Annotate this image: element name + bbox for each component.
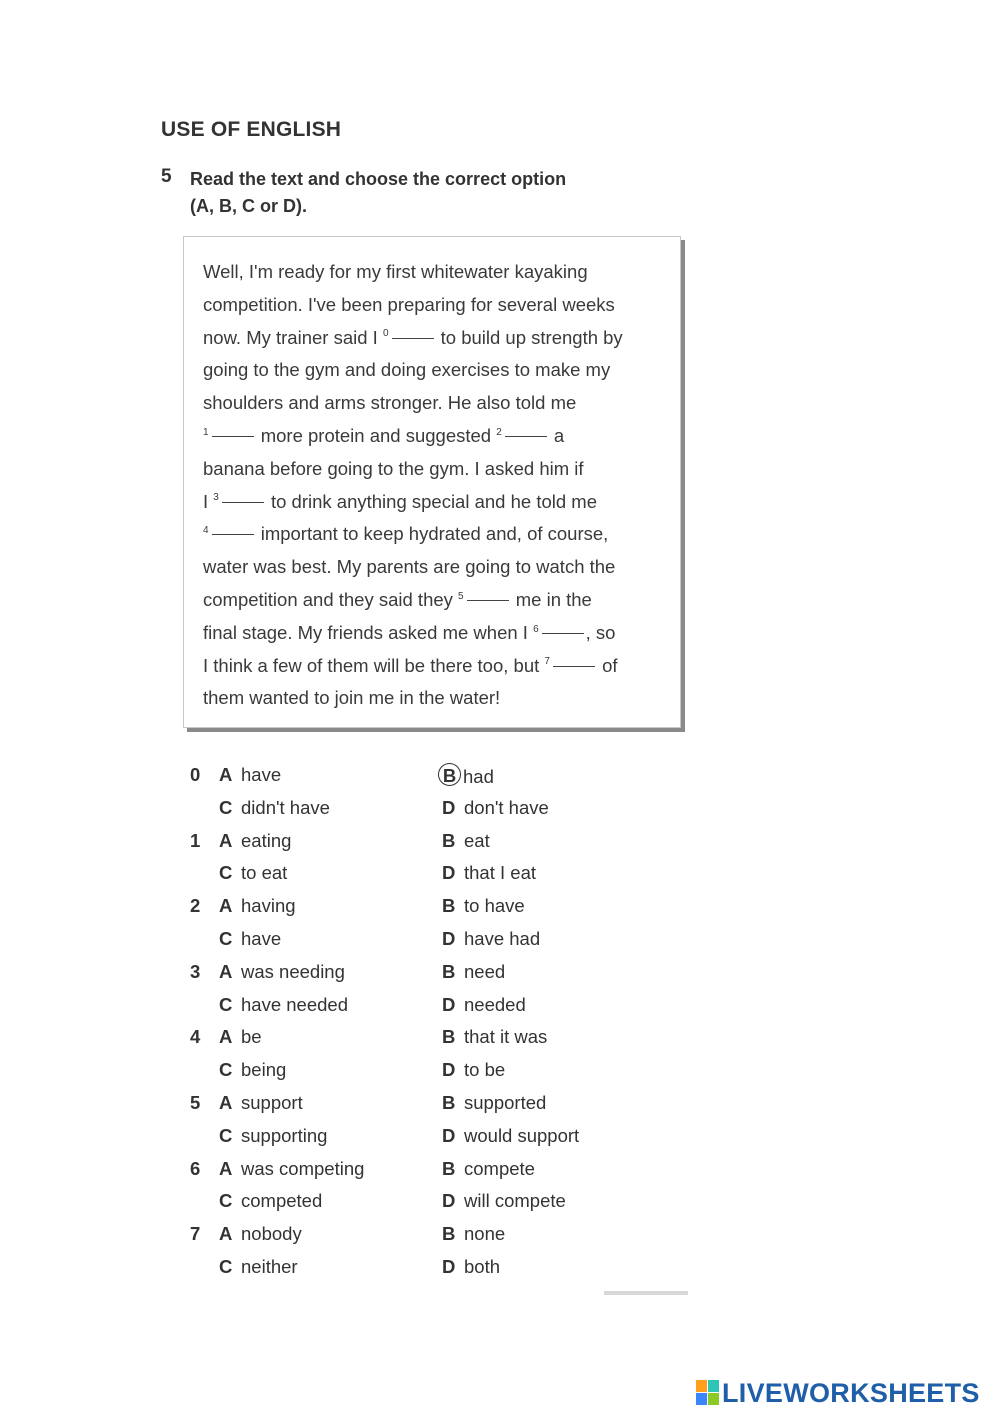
gap-blank[interactable] xyxy=(505,434,547,437)
option-b[interactable]: B need xyxy=(442,960,506,982)
option-b[interactable]: B supported xyxy=(442,1091,547,1113)
passage-line: going to the gym and doing exercises to make my xyxy=(203,359,611,381)
question-row xyxy=(190,1121,650,1154)
option-d[interactable]: D to be xyxy=(442,1059,506,1081)
option-b[interactable]: B none xyxy=(442,1223,506,1245)
gap-number: 7 xyxy=(544,656,550,668)
option-c[interactable]: C to eat xyxy=(219,862,288,884)
question-row xyxy=(190,1022,650,1055)
passage-line: banana before going to the gym. I asked him if xyxy=(203,457,584,479)
question-row xyxy=(190,1154,650,1187)
option-a[interactable]: A be xyxy=(219,1026,262,1048)
question-row xyxy=(190,826,650,859)
option-b[interactable]: B to have xyxy=(442,895,525,917)
selected-answer-circle: B xyxy=(438,763,461,786)
passage-line: $^4$ important to keep hydrated and, of course, xyxy=(203,523,609,545)
option-d[interactable]: D needed xyxy=(442,993,526,1015)
option-a[interactable]: A nobody xyxy=(219,1223,302,1245)
passage-line: $^1$ more protein and suggested $^2$ a xyxy=(203,424,565,446)
option-d[interactable]: D don't have xyxy=(442,796,549,818)
instruction-line: (A, B, C or D). xyxy=(190,196,307,216)
option-b[interactable]: B eat xyxy=(442,829,490,851)
passage-line: Well, I'm ready for my first whitewater kayaking xyxy=(203,261,588,282)
passage-line: final stage. My friends asked me when I $^6$ , so xyxy=(203,621,616,643)
passage-line: them wanted to join me in the water! xyxy=(203,687,501,709)
passage-line: competition and they said they $^5$ me in the xyxy=(203,588,592,610)
question-row xyxy=(190,924,650,957)
liveworksheets-logo-icon xyxy=(696,1380,720,1406)
divider xyxy=(604,1291,688,1295)
option-c[interactable]: C being xyxy=(219,1059,287,1081)
question-row xyxy=(190,891,650,924)
option-c[interactable]: C have needed xyxy=(219,993,348,1015)
gap-number: 4 xyxy=(203,525,209,537)
answer-options xyxy=(190,760,650,1285)
question-number: 2 xyxy=(190,895,201,917)
option-d[interactable]: D both xyxy=(442,1255,501,1277)
option-c[interactable]: C competed xyxy=(219,1190,323,1212)
option-a[interactable]: A support xyxy=(219,1091,303,1113)
question-row xyxy=(190,858,650,891)
option-d[interactable]: D will compete xyxy=(442,1190,566,1212)
option-c[interactable]: C didn't have xyxy=(219,796,330,818)
gap-number: 2 xyxy=(496,426,502,438)
passage-line: now. My trainer said I $^0$ to build up strength by xyxy=(203,326,623,348)
question-row xyxy=(190,1186,650,1219)
gap-number: 1 xyxy=(203,426,209,438)
question-row xyxy=(190,1088,650,1121)
reading-passage xyxy=(203,256,673,715)
question-row xyxy=(190,957,650,990)
question-row xyxy=(190,1252,650,1285)
gap-number: 0 xyxy=(382,328,389,340)
reading-text-box xyxy=(183,236,681,728)
passage-line: I $^3$ to drink anything special and he told me xyxy=(203,490,597,512)
passage-line: competition. I've been preparing for several weeks xyxy=(203,293,615,315)
option-c[interactable]: C have xyxy=(219,927,282,949)
option-b-selected[interactable]: B had xyxy=(442,764,494,788)
question-number: 0 xyxy=(190,764,201,785)
gap-blank[interactable] xyxy=(542,631,584,634)
gap-blank[interactable] xyxy=(212,532,254,535)
gap-blank[interactable] xyxy=(553,664,595,667)
section-title: USE OF ENGLISH xyxy=(161,118,342,141)
question-row xyxy=(190,793,650,826)
question-number: 1 xyxy=(190,829,201,851)
passage-line: water was best. My parents are going to watch the xyxy=(203,556,616,578)
question-row xyxy=(190,1055,650,1088)
exercise-number: 5 xyxy=(161,166,172,187)
gap-blank[interactable] xyxy=(222,500,264,503)
option-d[interactable]: D would support xyxy=(442,1124,580,1146)
gap-number: 5 xyxy=(458,590,464,602)
gap-blank[interactable] xyxy=(467,598,509,601)
option-a[interactable]: A eating xyxy=(219,829,292,851)
liveworksheets-brand[interactable] xyxy=(696,1378,980,1408)
instruction-line: Read the text and choose the correct option xyxy=(190,169,567,189)
question-number: 5 xyxy=(190,1091,201,1113)
question-number: 6 xyxy=(190,1157,201,1179)
gap-number: 6 xyxy=(533,623,539,635)
option-a[interactable]: A was needing xyxy=(219,960,345,982)
question-number: 4 xyxy=(190,1026,201,1048)
question-row xyxy=(190,760,650,793)
option-a[interactable]: A was competing xyxy=(219,1157,365,1179)
gap-blank[interactable] xyxy=(212,434,254,437)
question-number: 7 xyxy=(190,1223,201,1245)
option-a[interactable]: A having xyxy=(219,895,296,917)
option-b[interactable]: B that it was xyxy=(442,1026,548,1048)
gap-number: 3 xyxy=(213,492,219,504)
question-row xyxy=(190,990,650,1023)
option-c[interactable]: C neither xyxy=(219,1255,298,1277)
question-row xyxy=(190,1219,650,1252)
option-d[interactable]: D that I eat xyxy=(442,862,536,884)
option-a[interactable]: A have xyxy=(219,764,282,785)
option-d[interactable]: D have had xyxy=(442,927,541,949)
exercise-instruction xyxy=(190,166,566,220)
brand-name: LIVEWORKSHEETS xyxy=(722,1377,980,1408)
passage-line: I think a few of them will be there too, but $^7$ of xyxy=(203,654,618,676)
question-number: 3 xyxy=(190,960,201,982)
gap-blank[interactable] xyxy=(392,336,434,339)
passage-line: shoulders and arms stronger. He also told me xyxy=(203,392,577,414)
option-c[interactable]: C supporting xyxy=(219,1124,328,1146)
option-b[interactable]: B compete xyxy=(442,1157,535,1179)
